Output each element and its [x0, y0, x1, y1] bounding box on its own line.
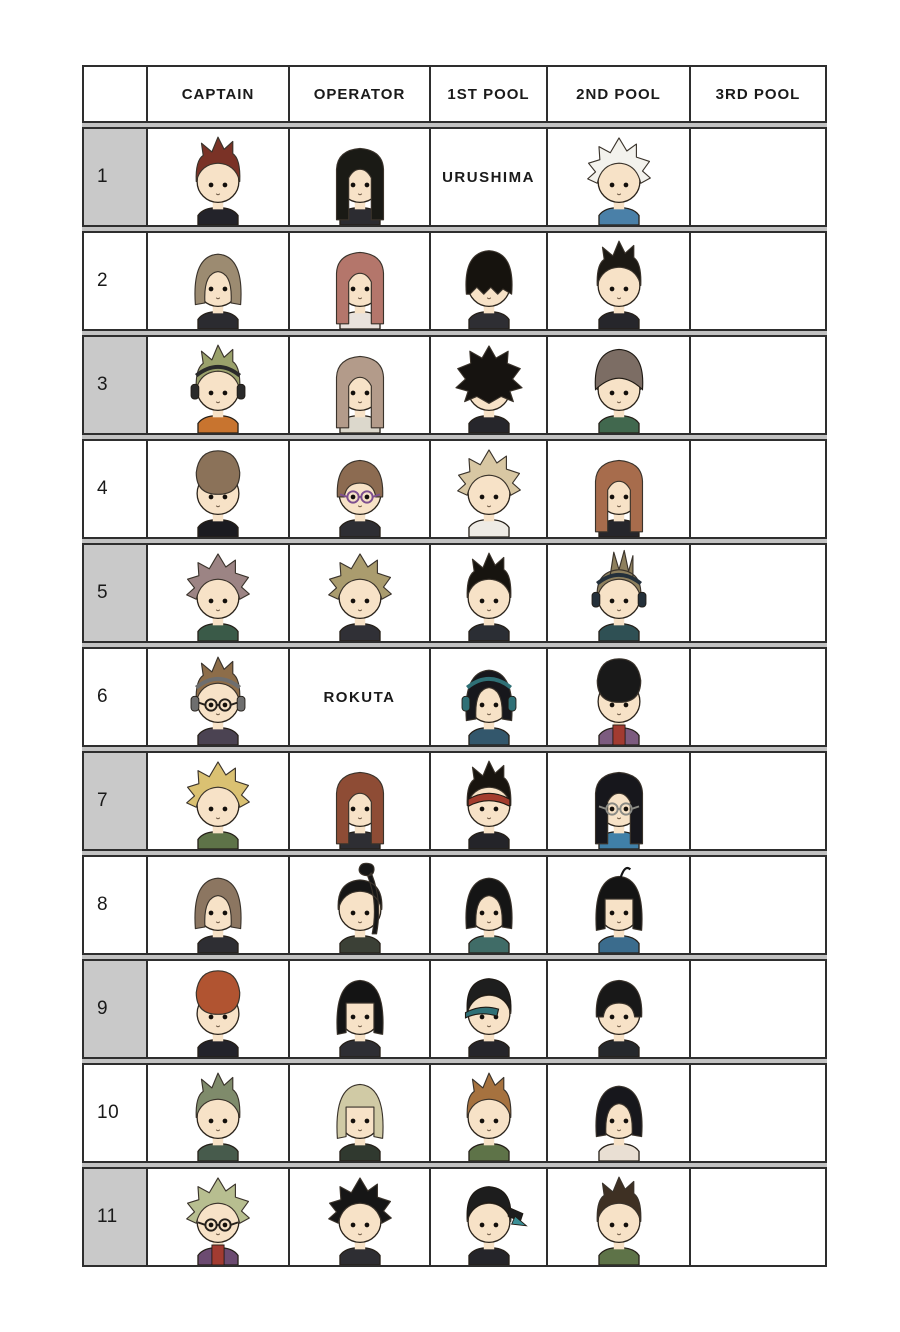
character-jacket [468, 624, 508, 641]
cell-pool1-row11 [429, 1169, 546, 1265]
character-portrait [316, 235, 404, 329]
character-portrait-svg [445, 443, 533, 537]
character-portrait-svg [316, 443, 404, 537]
character-portrait-svg [174, 1171, 262, 1265]
member-name-label: URUSHIMA [442, 168, 535, 186]
cell-operator-row10 [288, 1065, 429, 1161]
row-number-cell [84, 337, 146, 433]
character-portrait [316, 1171, 404, 1265]
character-portrait [575, 963, 663, 1057]
character-portrait [316, 755, 404, 849]
character-jacket [598, 208, 638, 225]
table-row-8 [82, 855, 827, 955]
row-number-label: 10 [97, 1102, 120, 1123]
cell-pool2-row6 [546, 649, 689, 745]
empty-cell-pool3-row1 [689, 129, 825, 225]
cell-operator-row7 [288, 753, 429, 849]
row-number-cell [84, 441, 146, 537]
table-row-7 [82, 751, 827, 851]
character-jacket [339, 624, 379, 641]
character-jacket [598, 312, 638, 329]
row-number-cell [84, 545, 146, 641]
character-portrait [575, 235, 663, 329]
character-portrait-svg [174, 235, 262, 329]
character-portrait-svg [575, 235, 663, 329]
character-portrait-svg [316, 339, 404, 433]
row-number-cell [84, 753, 146, 849]
row-number-cell [84, 129, 146, 225]
column-header-label: OPERATOR [313, 85, 406, 103]
cell-pool2-row1 [546, 129, 689, 225]
character-portrait-svg [316, 859, 404, 953]
cell-pool2-row2 [546, 233, 689, 329]
character-jacket [339, 936, 379, 953]
row-number-label: 3 [97, 374, 109, 395]
character-portrait-svg [174, 1067, 262, 1161]
character-jacket [598, 624, 638, 641]
character-portrait [575, 339, 663, 433]
character-portrait [445, 755, 533, 849]
character-portrait [575, 131, 663, 225]
character-portrait [316, 339, 404, 433]
row-number-cell [84, 1169, 146, 1265]
character-portrait-svg [445, 1067, 533, 1161]
cell-captain-row3 [146, 337, 288, 433]
character-portrait [174, 131, 262, 225]
member-name-label: ROKUTA [323, 688, 396, 706]
character-portrait [575, 1067, 663, 1161]
empty-cell-pool3-row9 [689, 961, 825, 1057]
character-portrait-svg [575, 963, 663, 1057]
character-portrait-svg [445, 859, 533, 953]
character-jacket [598, 416, 638, 433]
character-jacket [198, 312, 238, 329]
column-header-label: 1ST POOL [447, 85, 530, 103]
character-portrait-svg [316, 1171, 404, 1265]
cell-pool2-row11 [546, 1169, 689, 1265]
character-portrait-svg [445, 235, 533, 329]
character-portrait-svg [316, 235, 404, 329]
character-portrait-svg [575, 1067, 663, 1161]
table-row-10 [82, 1063, 827, 1163]
character-jacket [468, 416, 508, 433]
character-portrait-svg [445, 963, 533, 1057]
row-number-label: 9 [97, 998, 109, 1019]
character-portrait-svg [445, 1171, 533, 1265]
table-row-5 [82, 543, 827, 643]
character-portrait-svg [174, 131, 262, 225]
character-portrait-svg [445, 547, 533, 641]
character-hair [455, 346, 521, 403]
squad-roster-table [82, 65, 827, 1267]
character-hair [196, 451, 240, 495]
character-portrait [445, 339, 533, 433]
character-jacket [468, 1248, 508, 1265]
character-portrait [174, 651, 262, 745]
cell-operator-row2 [288, 233, 429, 329]
cell-operator-row11 [288, 1169, 429, 1265]
cell-pool1-row3 [429, 337, 546, 433]
row-number-cell [84, 961, 146, 1057]
cell-operator-row6 [288, 649, 429, 745]
empty-cell-pool3-row10 [689, 1065, 825, 1161]
empty-cell-pool3-row2 [689, 233, 825, 329]
cell-captain-row4 [146, 441, 288, 537]
row-number-label: 1 [97, 166, 109, 187]
character-jacket [468, 1144, 508, 1161]
row-number-label: 7 [97, 790, 109, 811]
character-jacket [339, 520, 379, 537]
column-header-pool3 [689, 67, 825, 121]
character-portrait [174, 1067, 262, 1161]
character-portrait [174, 963, 262, 1057]
character-jacket [198, 416, 238, 433]
empty-cell-pool3-row4 [689, 441, 825, 537]
row-number-label: 11 [97, 1206, 118, 1227]
cell-pool2-row3 [546, 337, 689, 433]
character-portrait [316, 443, 404, 537]
row-number-cell [84, 857, 146, 953]
cell-pool2-row5 [546, 545, 689, 641]
character-portrait [174, 339, 262, 433]
character-portrait [174, 755, 262, 849]
column-header-pool2 [546, 67, 689, 121]
character-jacket [468, 936, 508, 953]
character-portrait-svg [174, 339, 262, 433]
character-portrait [575, 859, 663, 953]
cell-pool2-row10 [546, 1065, 689, 1161]
character-portrait [575, 651, 663, 745]
character-portrait-svg [174, 547, 262, 641]
table-row-3 [82, 335, 827, 435]
character-portrait [575, 755, 663, 849]
character-portrait-svg [575, 443, 663, 537]
cell-captain-row1 [146, 129, 288, 225]
column-header-label: 3RD POOL [715, 85, 801, 103]
empty-cell-pool3-row3 [689, 337, 825, 433]
character-portrait-svg [174, 651, 262, 745]
character-jacket [198, 728, 238, 745]
cell-pool2-row9 [546, 961, 689, 1057]
character-jacket [468, 832, 508, 849]
cell-pool1-row7 [429, 753, 546, 849]
character-portrait [316, 1067, 404, 1161]
table-row-4 [82, 439, 827, 539]
cell-operator-row4 [288, 441, 429, 537]
character-jacket [468, 728, 508, 745]
character-portrait [316, 859, 404, 953]
table-row-11 [82, 1167, 827, 1267]
table-header-row [82, 65, 827, 123]
character-jacket [598, 1248, 638, 1265]
character-portrait-svg [575, 131, 663, 225]
cell-pool1-row10 [429, 1065, 546, 1161]
empty-cell-pool3-row6 [689, 649, 825, 745]
cell-pool1-row4 [429, 441, 546, 537]
column-header-operator [288, 67, 429, 121]
character-portrait-svg [445, 755, 533, 849]
column-header-label: 2ND POOL [576, 85, 661, 103]
character-portrait [575, 1171, 663, 1265]
cell-pool1-row6 [429, 649, 546, 745]
character-jacket [598, 936, 638, 953]
cell-pool2-row4 [546, 441, 689, 537]
character-portrait [174, 235, 262, 329]
cell-captain-row2 [146, 233, 288, 329]
character-portrait-svg [575, 339, 663, 433]
cell-captain-row5 [146, 545, 288, 641]
row-number-label: 4 [97, 478, 109, 499]
empty-cell-pool3-row11 [689, 1169, 825, 1265]
row-number-label: 5 [97, 582, 109, 603]
character-portrait [445, 651, 533, 745]
character-jacket [198, 520, 238, 537]
cell-pool1-row8 [429, 857, 546, 953]
cell-pool1-row2 [429, 233, 546, 329]
character-portrait-svg [174, 755, 262, 849]
cell-pool2-row8 [546, 857, 689, 953]
character-jacket [339, 1248, 379, 1265]
character-portrait-svg [316, 131, 404, 225]
character-portrait [174, 547, 262, 641]
cell-operator-row1 [288, 129, 429, 225]
cell-captain-row8 [146, 857, 288, 953]
cell-pool1-row1 [429, 129, 546, 225]
row-number-label: 2 [97, 270, 109, 291]
column-header-pool1 [429, 67, 546, 121]
character-portrait-svg [174, 859, 262, 953]
table-row-9 [82, 959, 827, 1059]
corner-header-cell [84, 67, 146, 121]
character-jacket [339, 1040, 379, 1057]
cell-captain-row6 [146, 649, 288, 745]
cell-pool1-row9 [429, 961, 546, 1057]
column-header-captain [146, 67, 288, 121]
character-portrait [445, 1067, 533, 1161]
character-portrait-svg [575, 1171, 663, 1265]
character-jacket [198, 1144, 238, 1161]
table-row-1 [82, 127, 827, 227]
empty-cell-pool3-row8 [689, 857, 825, 953]
character-portrait [445, 859, 533, 953]
row-number-label: 8 [97, 894, 109, 915]
character-portrait [575, 547, 663, 641]
character-portrait-svg [445, 651, 533, 745]
character-portrait [174, 1171, 262, 1265]
character-portrait-svg [316, 755, 404, 849]
character-portrait-svg [174, 963, 262, 1057]
character-jacket [198, 832, 238, 849]
character-jacket [198, 624, 238, 641]
cell-captain-row10 [146, 1065, 288, 1161]
character-hair [597, 659, 641, 703]
empty-cell-pool3-row7 [689, 753, 825, 849]
character-portrait [316, 547, 404, 641]
row-number-cell [84, 233, 146, 329]
cell-pool2-row7 [546, 753, 689, 849]
character-portrait-svg [174, 443, 262, 537]
character-jacket [468, 1040, 508, 1057]
character-portrait-svg [316, 1067, 404, 1161]
empty-cell-pool3-row5 [689, 545, 825, 641]
character-jacket [598, 1040, 638, 1057]
character-portrait-svg [575, 651, 663, 745]
character-portrait-svg [575, 755, 663, 849]
table-body [82, 127, 827, 1267]
character-portrait-svg [316, 963, 404, 1057]
cell-operator-row9 [288, 961, 429, 1057]
character-portrait-svg [445, 339, 533, 433]
character-portrait [445, 443, 533, 537]
cell-captain-row7 [146, 753, 288, 849]
character-jacket [468, 312, 508, 329]
character-portrait [174, 859, 262, 953]
character-jacket [598, 1144, 638, 1161]
cell-pool1-row5 [429, 545, 546, 641]
character-portrait [445, 235, 533, 329]
table-row-6 [82, 647, 827, 747]
character-portrait-svg [316, 547, 404, 641]
character-jacket [198, 936, 238, 953]
character-hair [465, 251, 511, 295]
column-header-label: CAPTAIN [181, 85, 255, 103]
character-portrait [316, 963, 404, 1057]
character-portrait [445, 547, 533, 641]
character-jacket [198, 208, 238, 225]
cell-operator-row5 [288, 545, 429, 641]
cell-captain-row11 [146, 1169, 288, 1265]
character-jacket [198, 1040, 238, 1057]
character-hair [196, 971, 240, 1015]
character-portrait-svg [575, 547, 663, 641]
character-jacket [468, 520, 508, 537]
character-portrait-svg [575, 859, 663, 953]
character-portrait [445, 963, 533, 1057]
cell-operator-row8 [288, 857, 429, 953]
character-jacket [339, 1144, 379, 1161]
character-portrait [316, 131, 404, 225]
row-number-cell [84, 1065, 146, 1161]
cell-operator-row3 [288, 337, 429, 433]
cell-captain-row9 [146, 961, 288, 1057]
table-row-2 [82, 231, 827, 331]
character-portrait [174, 443, 262, 537]
row-number-cell [84, 649, 146, 745]
character-portrait [575, 443, 663, 537]
character-portrait [445, 1171, 533, 1265]
row-number-label: 6 [97, 686, 109, 707]
